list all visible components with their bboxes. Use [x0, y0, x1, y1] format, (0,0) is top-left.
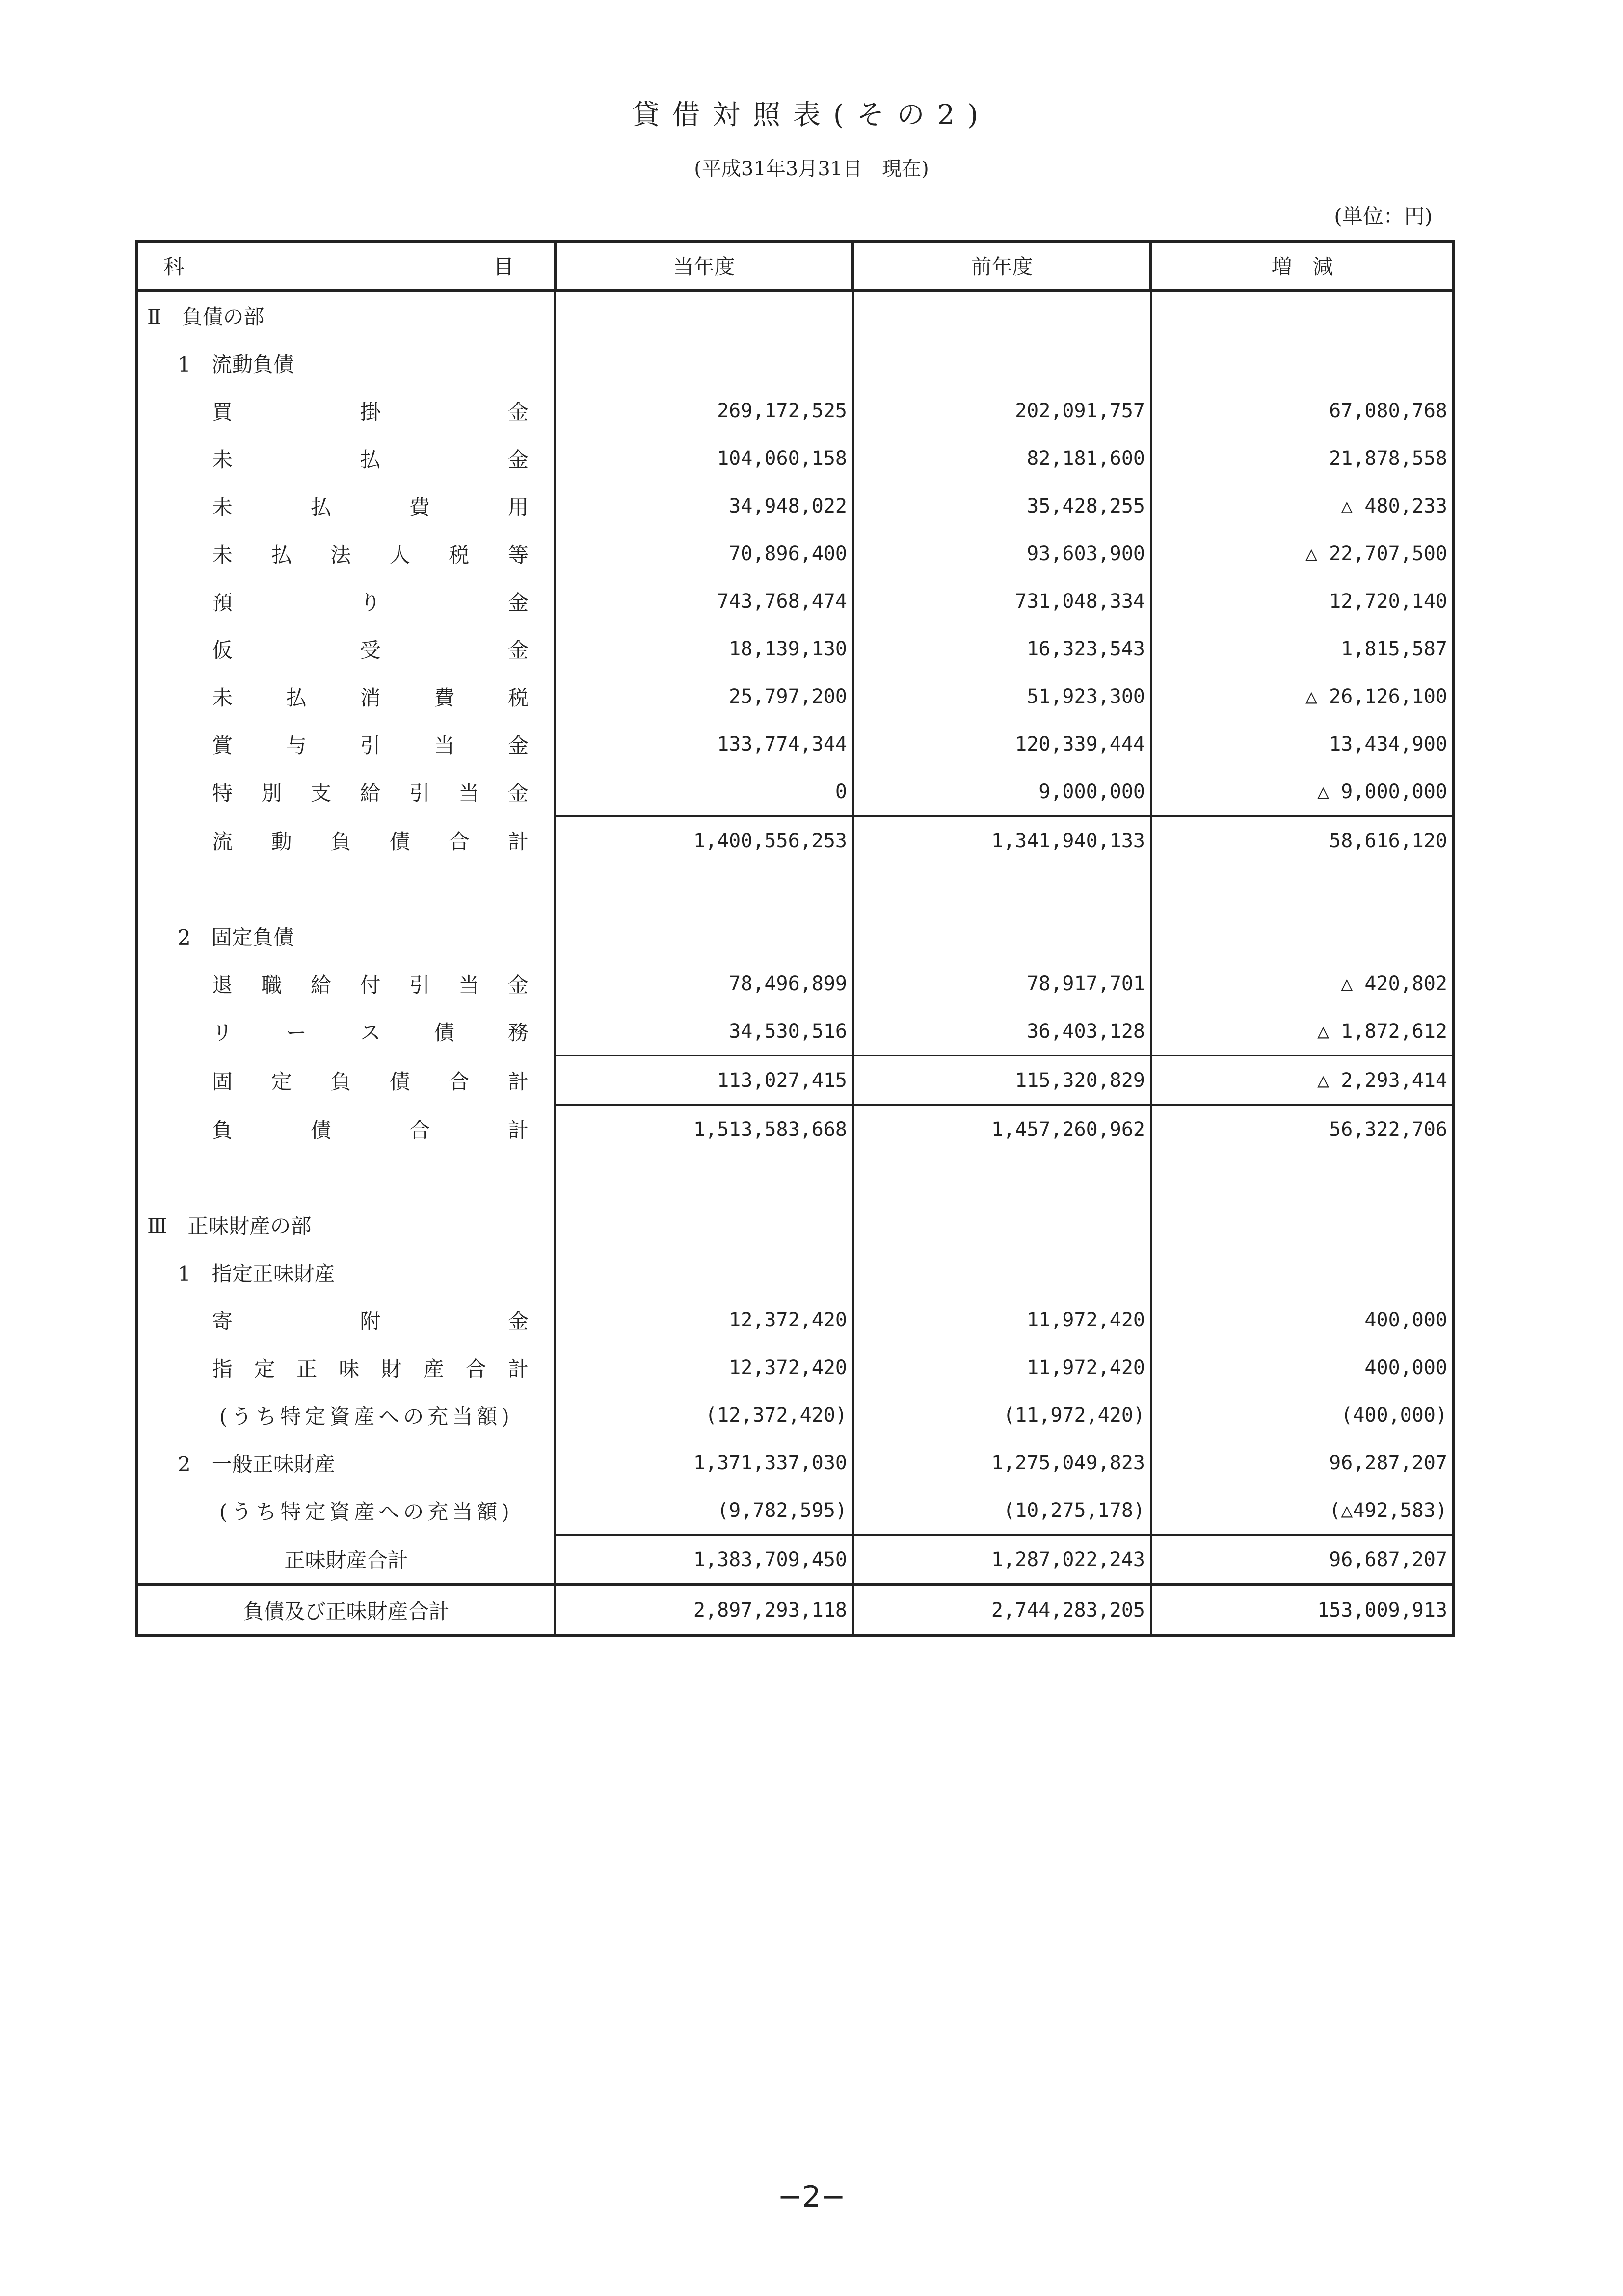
label-char: 払: [360, 447, 381, 472]
label-char: 債: [389, 829, 410, 854]
previous-year-value: 202,091,757: [853, 387, 1151, 434]
row-label: [137, 434, 555, 482]
label-char: 引: [360, 733, 381, 757]
row-label: 正味財産合計: [137, 1535, 555, 1585]
label-char: 付: [360, 972, 381, 997]
change-value: 13,434,900: [1151, 720, 1454, 768]
previous-year-value: 78,917,701: [853, 960, 1151, 1007]
document-title: 貸借対照表(その2): [632, 99, 991, 131]
header-item-b: 目: [493, 255, 514, 279]
current-year-value: 104,060,158: [555, 434, 853, 482]
label-char: 金: [507, 590, 529, 615]
row-label: [137, 1486, 555, 1535]
spacer-row: [137, 1153, 1454, 1201]
table-row: [137, 1486, 1454, 1535]
subtotal-row: [137, 1105, 1454, 1154]
current-year-value: 1,371,337,030: [555, 1439, 853, 1486]
label-char: 金: [507, 447, 529, 472]
previous-year-value: 1,275,049,823: [853, 1439, 1151, 1486]
row-label: [137, 673, 555, 720]
row-label-text: [212, 1353, 529, 1382]
row-label-text: [212, 444, 529, 473]
current-year-value: 12,372,420: [555, 1344, 853, 1391]
label-char: 負: [212, 1118, 233, 1142]
previous-year-value: 16,323,543: [853, 625, 1151, 673]
previous-year-value: 82,181,600: [853, 434, 1151, 482]
row-label-text: [212, 777, 529, 807]
label-char: 定: [271, 1069, 292, 1094]
label-char: 寄: [212, 1309, 233, 1333]
label-char: り: [360, 590, 381, 615]
label-char: 払: [271, 542, 292, 567]
change-value: △ 9,000,000: [1151, 768, 1454, 816]
label-char: 債: [389, 1069, 410, 1094]
change-value: △ 420,802: [1151, 960, 1454, 1007]
label-char: 預: [212, 590, 233, 615]
label-char: 財: [381, 1356, 402, 1381]
subtotal-row: [137, 1056, 1454, 1105]
label-char: 賞: [212, 733, 233, 757]
label-char: 当: [458, 781, 479, 806]
row-label-text: [212, 826, 529, 855]
row-label: [137, 816, 555, 865]
subtotal-row: [137, 1535, 1454, 1585]
subsection-row: [137, 1248, 1454, 1296]
current-year-value: 1,400,556,253: [555, 816, 853, 865]
table-row: [137, 577, 1454, 625]
row-label: [137, 625, 555, 673]
row-label-text: [212, 1114, 529, 1144]
table-row: [137, 768, 1454, 816]
previous-year-value: 36,403,128: [853, 1007, 1151, 1056]
current-year-value: 743,768,474: [555, 577, 853, 625]
row-label-text: (うち特定資産への充当額): [219, 1500, 513, 1524]
row-label: [137, 387, 555, 434]
current-year-value: 0: [555, 768, 853, 816]
label-char: 特: [212, 781, 233, 806]
previous-year-value: 35,428,255: [853, 482, 1151, 530]
change-value: 153,009,913: [1151, 1585, 1454, 1635]
subtotal-row: [137, 816, 1454, 865]
header-item: [137, 241, 555, 290]
label-char: 金: [507, 733, 529, 757]
row-label-text: (うち特定資産への充当額): [219, 1404, 513, 1429]
row-label: [137, 1296, 555, 1344]
label-char: 務: [507, 1021, 529, 1045]
previous-year-value: 11,972,420: [853, 1296, 1151, 1344]
subsection-row: [137, 912, 1454, 960]
label-char: 職: [261, 972, 282, 997]
label-char: 計: [507, 1118, 529, 1142]
current-year-value: 113,027,415: [555, 1056, 853, 1105]
row-label-text: [212, 396, 529, 426]
table-row: [137, 960, 1454, 1007]
row-label: [137, 577, 555, 625]
label-char: 人: [389, 542, 410, 567]
previous-year-value: 731,048,334: [853, 577, 1151, 625]
row-label: [137, 1007, 555, 1056]
label-char: 未: [212, 542, 233, 567]
current-year-value: 12,372,420: [555, 1296, 853, 1344]
change-value: 96,287,207: [1151, 1439, 1454, 1486]
label-char: 合: [449, 1069, 470, 1094]
change-value: 12,720,140: [1151, 577, 1454, 625]
row-label: [137, 1056, 555, 1105]
balance-sheet-table: [135, 240, 1455, 1637]
change-value: 56,322,706: [1151, 1105, 1454, 1154]
label-char: 合: [465, 1356, 486, 1381]
table-row: [137, 1344, 1454, 1391]
current-year-value: (12,372,420): [555, 1391, 853, 1439]
previous-year-value: 2,744,283,205: [853, 1585, 1151, 1635]
label-char: 用: [507, 495, 529, 519]
label-char: 合: [409, 1118, 430, 1142]
row-label: [137, 1105, 555, 1154]
label-char: 債: [310, 1118, 331, 1142]
subsection-title: 1 指定正味財産: [137, 1248, 555, 1296]
label-char: 払: [310, 495, 331, 519]
label-char: 退: [212, 972, 233, 997]
change-value: △ 480,233: [1151, 482, 1454, 530]
change-value: △ 26,126,100: [1151, 673, 1454, 720]
subsection-row: [137, 1201, 1454, 1248]
table-row: [137, 530, 1454, 577]
current-year-value: 2,897,293,118: [555, 1585, 853, 1635]
change-value: 21,878,558: [1151, 434, 1454, 482]
label-char: 負: [330, 1069, 351, 1094]
current-year-value: 78,496,899: [555, 960, 853, 1007]
label-char: 買: [212, 400, 233, 424]
previous-year-value: 1,287,022,243: [853, 1535, 1151, 1585]
label-char: 流: [212, 829, 233, 854]
change-value: (△492,583): [1151, 1486, 1454, 1535]
change-value: 96,687,207: [1151, 1535, 1454, 1585]
row-label-text: [212, 1066, 529, 1095]
label-char: 引: [409, 972, 430, 997]
previous-year-value: 9,000,000: [853, 768, 1151, 816]
row-label-text: [212, 587, 529, 616]
label-char: 固: [212, 1069, 233, 1094]
current-year-value: 70,896,400: [555, 530, 853, 577]
previous-year-value: 115,320,829: [853, 1056, 1151, 1105]
subsection-title: 2 固定負債: [137, 912, 555, 960]
label-char: 負: [330, 829, 351, 854]
label-char: 当: [458, 972, 479, 997]
table-row: [137, 387, 1454, 434]
row-label-text: [212, 682, 529, 711]
label-char: 指: [212, 1356, 233, 1381]
change-value: △ 2,293,414: [1151, 1056, 1454, 1105]
row-label: [137, 1391, 555, 1439]
spacer-row: [137, 864, 1454, 912]
grand-total-row: [137, 1585, 1454, 1635]
current-year-value: 18,139,130: [555, 625, 853, 673]
label-char: 計: [507, 829, 529, 854]
current-year-value: 1,383,709,450: [555, 1535, 853, 1585]
subsection-row: [137, 339, 1454, 387]
row-label-text: [212, 1305, 529, 1335]
label-char: 附: [360, 1309, 381, 1333]
label-char: 給: [310, 972, 331, 997]
row-label-text: [212, 539, 529, 568]
previous-year-value: 1,457,260,962: [853, 1105, 1151, 1154]
label-char: ス: [360, 1021, 381, 1045]
label-char: 別: [261, 781, 282, 806]
table-row: [137, 625, 1454, 673]
previous-year-value: (10,275,178): [853, 1486, 1151, 1535]
table-row: [137, 434, 1454, 482]
label-char: 税: [449, 542, 470, 567]
label-char: 仮: [212, 638, 233, 662]
change-value: 58,616,120: [1151, 816, 1454, 865]
label-char: 金: [507, 781, 529, 806]
label-char: 税: [507, 685, 529, 710]
label-char: リ: [212, 1021, 233, 1045]
header-change: 増 減: [1151, 241, 1454, 290]
header-item-a: 科: [163, 255, 185, 279]
previous-year-value: 11,972,420: [853, 1344, 1151, 1391]
current-year-value: 133,774,344: [555, 720, 853, 768]
current-year-value: 25,797,200: [555, 673, 853, 720]
unit-label: (単位：円): [1334, 204, 1433, 228]
table-row: [137, 1391, 1454, 1439]
label-char: 掛: [360, 400, 381, 424]
label-char: 産: [423, 1356, 444, 1381]
row-label-text: [212, 634, 529, 664]
label-char: 消: [360, 685, 381, 710]
label-char: 合: [449, 829, 470, 854]
table-row: [137, 482, 1454, 530]
document-date: (平成31年3月31日 現在): [694, 158, 929, 180]
label-char: 正: [296, 1356, 318, 1381]
row-label: [137, 1344, 555, 1391]
section-row: [137, 290, 1454, 339]
label-char: 給: [360, 781, 381, 806]
label-char: 支: [310, 781, 331, 806]
label-char: ー: [286, 1021, 307, 1045]
label-char: 金: [507, 972, 529, 997]
label-char: 払: [286, 685, 307, 710]
previous-year-value: 51,923,300: [853, 673, 1151, 720]
label-char: 費: [434, 685, 455, 710]
table-row: [137, 1439, 1454, 1486]
table-row: [137, 720, 1454, 768]
table-row: [137, 673, 1454, 720]
current-year-value: 1,513,583,668: [555, 1105, 853, 1154]
current-year-value: (9,782,595): [555, 1486, 853, 1535]
row-label-text: [212, 969, 529, 999]
change-value: (400,000): [1151, 1391, 1454, 1439]
label-char: 金: [507, 1309, 529, 1333]
change-value: 1,815,587: [1151, 625, 1454, 673]
row-label: [137, 482, 555, 530]
subsection-title: 1 流動負債: [137, 339, 555, 387]
label-char: 費: [409, 495, 430, 519]
header-previous: 前年度: [853, 241, 1151, 290]
label-char: 法: [330, 542, 351, 567]
table-row: [137, 1296, 1454, 1344]
row-label: [137, 530, 555, 577]
row-label: 負債及び正味財産合計: [137, 1585, 555, 1635]
change-value: 67,080,768: [1151, 387, 1454, 434]
previous-year-value: 120,339,444: [853, 720, 1151, 768]
previous-year-value: 1,341,940,133: [853, 816, 1151, 865]
current-year-value: 269,172,525: [555, 387, 853, 434]
label-char: 当: [434, 733, 455, 757]
previous-year-value: (11,972,420): [853, 1391, 1151, 1439]
label-char: 金: [507, 638, 529, 662]
label-char: 受: [360, 638, 381, 662]
header-current: 当年度: [555, 241, 853, 290]
row-label-text: [212, 729, 529, 759]
row-label-text: [212, 1017, 529, 1046]
previous-year-value: 93,603,900: [853, 530, 1151, 577]
change-value: △ 1,872,612: [1151, 1007, 1454, 1056]
change-value: △ 22,707,500: [1151, 530, 1454, 577]
label-char: 金: [507, 400, 529, 424]
current-year-value: 34,948,022: [555, 482, 853, 530]
label-char: 等: [507, 542, 529, 567]
row-label: 2 一般正味財産: [137, 1439, 555, 1486]
page-number: −2−: [777, 2180, 846, 2214]
label-char: 味: [339, 1356, 360, 1381]
table-header-row: [137, 241, 1454, 290]
label-char: 動: [271, 829, 292, 854]
label-char: 与: [286, 733, 307, 757]
row-label: [137, 768, 555, 816]
label-char: 計: [507, 1356, 529, 1381]
change-value: 400,000: [1151, 1296, 1454, 1344]
section-title: Ⅱ 負債の部: [137, 290, 555, 339]
current-year-value: 34,530,516: [555, 1007, 853, 1056]
table-row: [137, 1007, 1454, 1056]
label-char: 定: [254, 1356, 275, 1381]
label-char: 引: [409, 781, 430, 806]
label-char: 未: [212, 685, 233, 710]
change-value: 400,000: [1151, 1344, 1454, 1391]
row-label: [137, 720, 555, 768]
row-label-text: [212, 491, 529, 521]
table-body: [137, 290, 1454, 1635]
label-char: 未: [212, 495, 233, 519]
row-label: [137, 960, 555, 1007]
label-char: 未: [212, 447, 233, 472]
label-char: 計: [507, 1069, 529, 1094]
label-char: 債: [434, 1021, 455, 1045]
subsection-title: Ⅲ 正味財産の部: [137, 1201, 555, 1248]
